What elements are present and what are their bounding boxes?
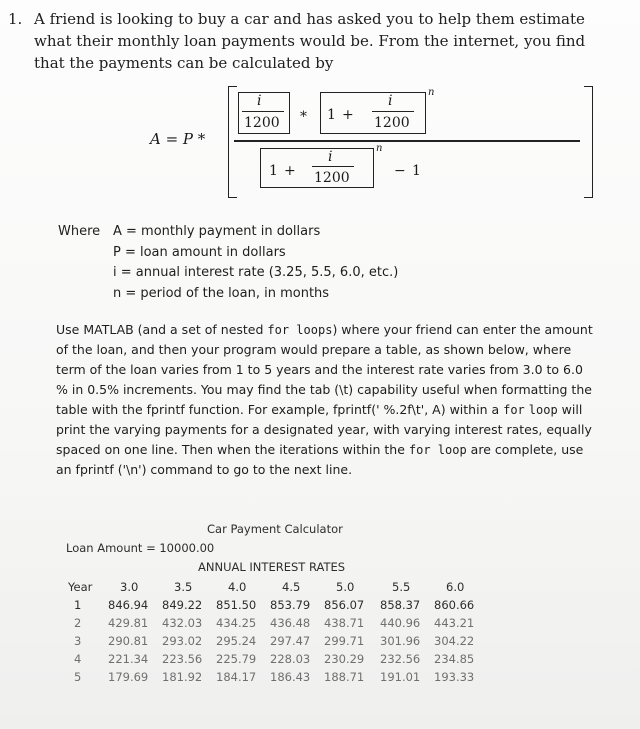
rate-header: 4.5 <box>282 580 301 594</box>
instructions-paragraph: Use MATLAB (and a set of nested for loops) where your friend can enter the amount of the loan, and then your program would prepare a table, as shown below, where term of the loan varies from 1 to 5 years and the interest rate varies from 3.0 to 6.0 % in 0.5% increments. You may find the tab (\t) capability useful when formatting the table with the fprintf function. For example, fprintf(' %.2f\t', A) within a for loop will print the varying payments for a designated year, with varying interest rates, equally spaced on one line. Then when the iterations within the for loop are complete, use an fprintf ('\n') command to go to the next line. <box>56 322 593 477</box>
payment-cell: 221.34 <box>108 652 149 666</box>
year-cell: 4 <box>74 652 82 666</box>
year-cell: 1 <box>74 598 82 612</box>
denominator-1200: 1200 <box>244 115 280 131</box>
one-symbol: 1 <box>327 107 336 123</box>
payment-cell: 299.71 <box>324 634 365 648</box>
payment-cell: 436.48 <box>270 616 311 630</box>
payment-cell: 858.37 <box>380 598 421 612</box>
payment-cell: 856.07 <box>324 598 365 612</box>
year-cell: 3 <box>74 634 82 648</box>
definition-line: A = monthly payment in dollars <box>113 224 321 239</box>
fraction-bar <box>242 111 284 112</box>
definition-line: n = period of the loan, in months <box>113 285 330 301</box>
outer-right-bracket <box>584 86 593 198</box>
payment-cell: 849.22 <box>162 598 203 612</box>
minus-sign: − <box>394 163 406 179</box>
payment-cell: 438.71 <box>324 616 365 630</box>
plus-sign: + <box>284 163 296 179</box>
payment-cell: 443.21 <box>434 616 475 630</box>
payment-cell: 860.66 <box>434 598 475 612</box>
payment-cell: 232.56 <box>380 652 421 666</box>
rate-header: 6.0 <box>446 580 465 594</box>
rate-header: 3.5 <box>174 580 193 594</box>
year-cell: 5 <box>74 670 82 684</box>
fraction-bar <box>372 111 414 112</box>
i-symbol: i <box>257 93 262 109</box>
year-cell: 2 <box>74 616 82 630</box>
one-symbol: 1 <box>412 163 421 179</box>
payment-cell: 290.81 <box>108 634 149 648</box>
plus-sign: + <box>342 107 354 123</box>
denominator-1200: 1200 <box>374 115 410 131</box>
multiply-sign: * <box>300 109 307 125</box>
i-symbol: i <box>328 149 333 165</box>
denominator-1200: 1200 <box>314 170 350 186</box>
payment-cell: 228.03 <box>270 652 311 666</box>
payment-cell: 184.17 <box>216 670 257 684</box>
rate-header: 3.0 <box>120 580 139 594</box>
payment-cell: 301.96 <box>380 634 421 648</box>
i-symbol: i <box>388 93 393 109</box>
payment-cell: 304.22 <box>434 634 475 648</box>
year-header: Year <box>68 580 93 594</box>
one-symbol: 1 <box>269 163 278 179</box>
fraction-bar <box>312 166 354 167</box>
loan-payment-formula <box>150 86 450 198</box>
payment-cell: 191.01 <box>380 670 421 684</box>
where-label: Where <box>58 224 101 239</box>
payment-cell: 234.85 <box>434 652 475 666</box>
payment-cell: 297.47 <box>270 634 311 648</box>
payment-cell: 853.79 <box>270 598 311 612</box>
table-title: Car Payment Calculator <box>207 522 343 536</box>
problem-text: A friend is looking to buy a car and has asked you to help them estimate what their monthly loan payments would be. From the internet, you find that the payments can be calculated by <box>34 10 586 72</box>
rate-header: 4.0 <box>228 580 247 594</box>
payment-cell: 225.79 <box>216 652 257 666</box>
payment-cell: 846.94 <box>108 598 149 612</box>
payment-cell: 223.56 <box>162 652 203 666</box>
payment-cell: 230.29 <box>324 652 365 666</box>
main-fraction-bar <box>234 140 580 142</box>
payment-cell: 293.02 <box>162 634 203 648</box>
payment-cell: 186.43 <box>270 670 311 684</box>
problem-statement <box>8 8 598 74</box>
payment-cell: 434.25 <box>216 616 257 630</box>
exponent-n: n <box>428 87 435 98</box>
payment-cell: 181.92 <box>162 670 203 684</box>
rates-header: ANNUAL INTEREST RATES <box>198 560 346 574</box>
definition-line: i = annual interest rate (3.25, 5.5, 6.0, etc.) <box>113 265 399 280</box>
loan-amount: Loan Amount = 10000.00 <box>66 541 215 555</box>
payment-cell: 432.03 <box>162 616 203 630</box>
payment-cell: 295.24 <box>216 634 257 648</box>
formula-lhs: A = P * <box>150 130 206 148</box>
payment-cell: 440.96 <box>380 616 421 630</box>
payment-cell: 188.71 <box>324 670 365 684</box>
problem-number: 1. <box>8 10 23 28</box>
variable-definitions <box>58 222 578 304</box>
payment-cell: 429.81 <box>108 616 149 630</box>
rate-header: 5.5 <box>392 580 411 594</box>
payment-cell: 851.50 <box>216 598 257 612</box>
payment-cell: 179.69 <box>108 670 149 684</box>
definition-line: P = loan amount in dollars <box>113 244 286 260</box>
payment-cell: 193.33 <box>434 670 475 684</box>
rate-header: 5.0 <box>336 580 355 594</box>
exponent-n: n <box>376 143 383 154</box>
outer-left-bracket <box>228 86 237 198</box>
